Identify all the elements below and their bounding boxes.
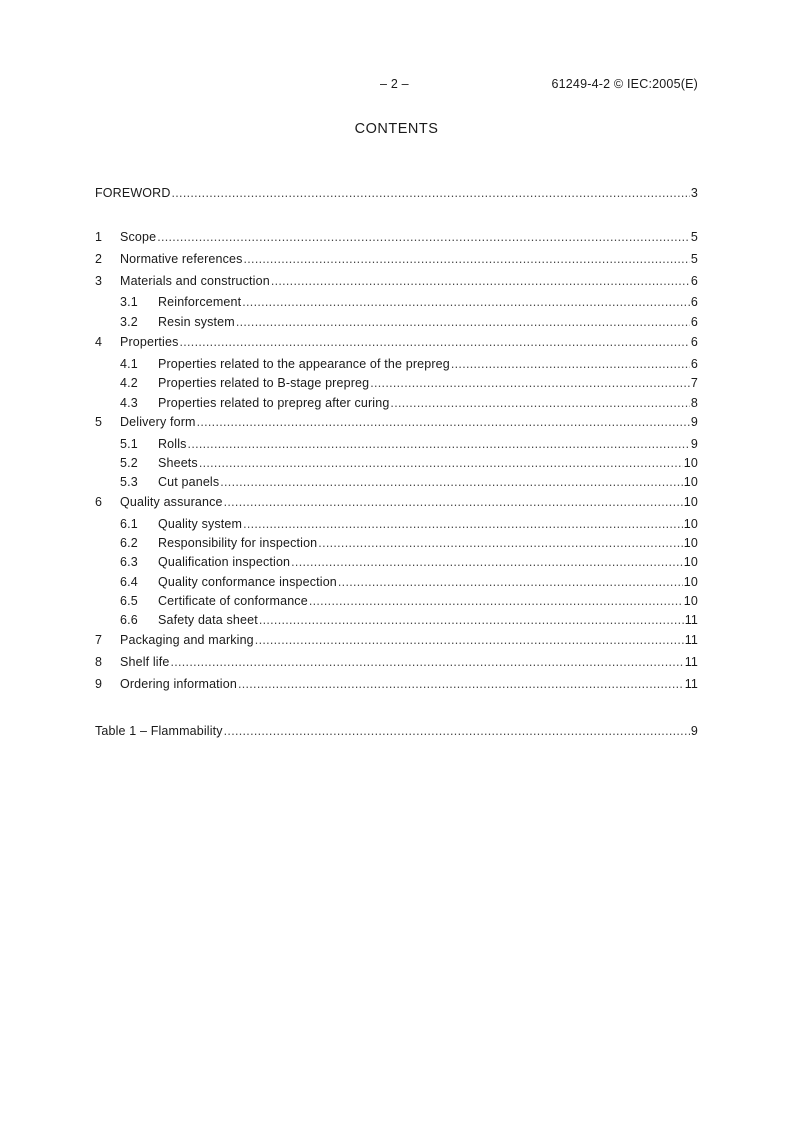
toc-entry-label: Scope <box>120 230 157 244</box>
toc-subentry[interactable] <box>95 575 698 593</box>
toc-subentry[interactable] <box>95 517 698 535</box>
toc-entry-page: 11 <box>684 613 698 627</box>
toc-entry-label: Delivery form <box>120 415 196 429</box>
toc-entry-label: Table 1 – Flammability <box>95 724 223 738</box>
toc-subentry[interactable] <box>95 536 698 554</box>
dot-leader <box>236 315 690 329</box>
toc-entry[interactable] <box>95 252 698 270</box>
toc-entry-number: 5.1 <box>120 437 138 451</box>
toc-entry[interactable] <box>95 633 698 651</box>
toc-subentry[interactable] <box>95 357 698 375</box>
toc-entry-label: Properties <box>120 335 179 349</box>
dot-leader <box>259 613 684 627</box>
toc-entry-page: 6 <box>690 357 698 371</box>
toc-entry-number: 6.6 <box>120 613 138 627</box>
toc-entry-number: 5.3 <box>120 475 138 489</box>
toc-entry-number: 3.1 <box>120 295 138 309</box>
toc-entry-number: 6.3 <box>120 555 138 569</box>
toc-entry-label: Normative references <box>120 252 243 266</box>
toc-entry-page: 5 <box>690 230 698 244</box>
toc-entry-label: Shelf life <box>120 655 170 669</box>
toc-entry-page: 10 <box>683 495 698 509</box>
dot-leader <box>172 186 690 200</box>
toc-entry-number: 3 <box>95 274 103 288</box>
toc-entry[interactable] <box>95 655 698 673</box>
toc-table-entry[interactable] <box>95 724 698 742</box>
toc-entry-number: 5 <box>95 415 103 429</box>
toc-entry-page: 10 <box>683 475 698 489</box>
dot-leader <box>188 437 690 451</box>
dot-leader <box>179 335 689 349</box>
toc-entry-label: Materials and construction <box>120 274 270 288</box>
dot-leader <box>224 495 683 509</box>
document-reference: 61249-4-2 © IEC:2005(E) <box>551 77 698 91</box>
toc-entry-number: 5.2 <box>120 456 138 470</box>
toc-entry-number: 6.5 <box>120 594 138 608</box>
dot-leader <box>309 594 683 608</box>
toc-subentry[interactable] <box>95 396 698 414</box>
toc-entry-page: 10 <box>683 456 698 470</box>
toc-entry-page: 10 <box>683 575 698 589</box>
toc-entry-page: 11 <box>684 655 698 669</box>
dot-leader <box>271 274 690 288</box>
toc-entry-number: 2 <box>95 252 103 266</box>
dot-leader <box>318 536 682 550</box>
toc-entry-page: 10 <box>683 555 698 569</box>
toc-entry[interactable] <box>95 335 698 353</box>
toc-entry-label: Properties related to B-stage prepreg <box>158 376 370 390</box>
toc-entry-page: 10 <box>683 594 698 608</box>
toc-entry-label: Sheets <box>158 456 198 470</box>
toc-entry-page: 7 <box>690 376 698 390</box>
toc-entry[interactable] <box>95 274 698 292</box>
dot-leader <box>242 295 690 309</box>
toc-subentry[interactable] <box>95 594 698 612</box>
toc-entry-page: 6 <box>690 295 698 309</box>
toc-entry-page: 8 <box>690 396 698 410</box>
dot-leader <box>370 376 690 390</box>
toc-entry-label: Packaging and marking <box>120 633 254 647</box>
toc-entry[interactable] <box>95 415 698 433</box>
toc-entry-page: 6 <box>690 315 698 329</box>
toc-entry-page: 9 <box>690 724 698 738</box>
dot-leader <box>199 456 683 470</box>
toc-entry-number: 7 <box>95 633 103 647</box>
toc-entry[interactable] <box>95 677 698 695</box>
toc-subentry[interactable] <box>95 456 698 474</box>
toc-entry-page: 3 <box>690 186 698 200</box>
dot-leader <box>157 230 690 244</box>
contents-title: CONTENTS <box>354 121 439 137</box>
toc-entry[interactable] <box>95 495 698 513</box>
toc-entry-label: Resin system <box>158 315 235 329</box>
dot-leader <box>197 415 690 429</box>
toc-subentry[interactable] <box>95 376 698 394</box>
toc-entry-number: 4.2 <box>120 376 138 390</box>
toc-entry-label: Quality conformance inspection <box>158 575 337 589</box>
toc-entry-label: Reinforcement <box>158 295 242 309</box>
toc-entry-page: 11 <box>684 677 698 691</box>
toc-entry-label: Quality assurance <box>120 495 223 509</box>
toc-subentry[interactable] <box>95 613 698 631</box>
dot-leader <box>390 396 689 410</box>
dot-leader <box>224 724 690 738</box>
toc-entry-foreword[interactable] <box>95 186 698 204</box>
toc-entry-number: 1 <box>95 230 103 244</box>
toc-entry-number: 4.3 <box>120 396 138 410</box>
toc-entry-label: Safety data sheet <box>158 613 258 627</box>
toc-entry-label: Responsibility for inspection <box>158 536 318 550</box>
dot-leader <box>255 633 684 647</box>
toc-entry-label: Cut panels <box>158 475 220 489</box>
dot-leader <box>243 517 683 531</box>
toc-entry-number: 6.2 <box>120 536 138 550</box>
dot-leader <box>244 252 690 266</box>
toc-entry-label: Quality system <box>158 517 243 531</box>
toc-entry-number: 9 <box>95 677 103 691</box>
toc-subentry[interactable] <box>95 437 698 455</box>
toc-entry-page: 6 <box>690 274 698 288</box>
toc-entry-number: 6 <box>95 495 103 509</box>
toc-entry-number: 6.1 <box>120 517 138 531</box>
toc-entry-page: 6 <box>690 335 698 349</box>
toc-subentry[interactable] <box>95 315 698 333</box>
toc-entry-number: 3.2 <box>120 315 138 329</box>
toc-entry-number: 8 <box>95 655 103 669</box>
dot-leader <box>291 555 683 569</box>
page-number: – 2 – <box>380 77 409 91</box>
dot-leader <box>238 677 684 691</box>
toc-entry-label: FOREWORD <box>95 186 171 200</box>
toc-entry-page: 9 <box>690 415 698 429</box>
toc-entry-page: 10 <box>683 517 698 531</box>
dot-leader <box>220 475 683 489</box>
toc-entry-label: Ordering information <box>120 677 237 691</box>
toc-entry-label: Qualification inspection <box>158 555 291 569</box>
toc-entry-page: 10 <box>683 536 698 550</box>
toc-subentry[interactable] <box>95 555 698 573</box>
dot-leader <box>451 357 690 371</box>
dot-leader <box>170 655 683 669</box>
toc-entry-number: 4 <box>95 335 103 349</box>
toc-entry[interactable] <box>95 230 698 248</box>
toc-entry-page: 11 <box>684 633 698 647</box>
toc-entry-label: Properties related to the appearance of the prepreg <box>158 357 450 371</box>
dot-leader <box>338 575 683 589</box>
toc-subentry[interactable] <box>95 295 698 313</box>
toc-entry-label: Rolls <box>158 437 187 451</box>
toc-entry-label: Properties related to prepreg after curing <box>158 396 390 410</box>
toc-entry-number: 6.4 <box>120 575 138 589</box>
toc-entry-page: 5 <box>690 252 698 266</box>
toc-subentry[interactable] <box>95 475 698 493</box>
toc-entry-page: 9 <box>690 437 698 451</box>
toc-entry-label: Certificate of conformance <box>158 594 308 608</box>
toc-entry-number: 4.1 <box>120 357 138 371</box>
